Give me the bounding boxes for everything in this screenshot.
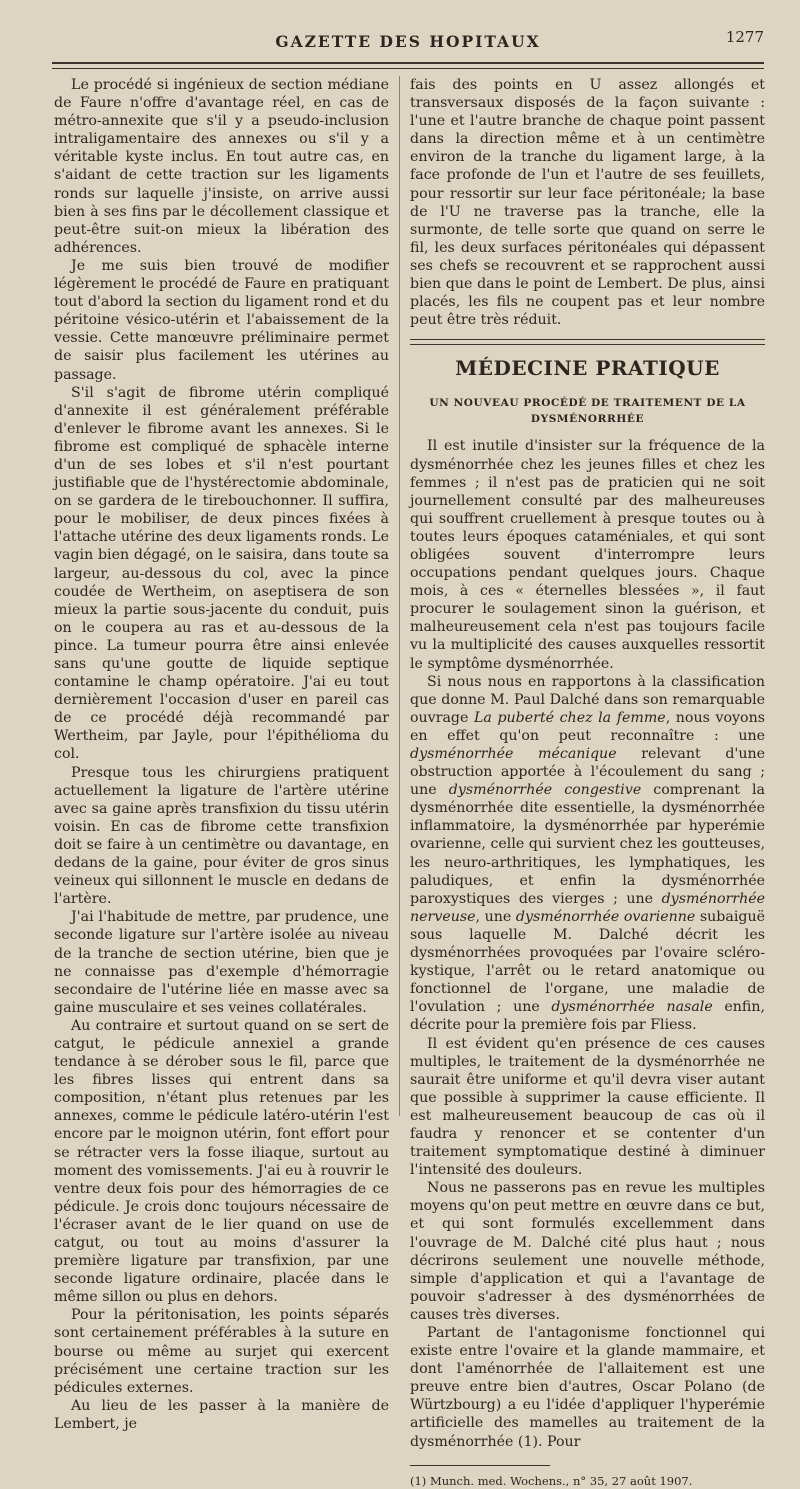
term: dysménorrhée ovarienne [515,908,696,925]
paragraph: S'il s'agit de fibrome utérin compliqué d'annexite il est généralement préférable d'enlever le fibrome avant les annexes. Si le fibrome est compliqué de sphacèle interne d'un de ses lobes et s'il n'est pourtant justifiable que de l'hystérectomie abdominale, on se gardera de le tirebouchonner. Il suffira, pour le mobiliser, de deux pinces fixées à l'attache utérine des deux ligaments ronds. Le vagin bien dégagé, on le saisira, dans toute sa largeur, au-dessous du col, avec la pince coudée de Wertheim, on aseptisera de son mieux la partie sous-jacente du conduit, puis on le coupera au ras et au-dessous de la pince. La tumeur pourra être ainsi enlevée sans qu'une goutte de liquide septique contamine le champ opératoire. J'ai eu tout dernièrement l'occasion d'user en pareil cas de ce procédé déjà recommandé par Wertheim, par Jayle, pour l'épithélioma du col. [54,384,389,763]
text-run: , nous voyons en effet qu'on peut reconnaître : une [410,709,765,744]
text-run: Si nous nous en rapportons à la classification que donne M. Paul Dalché dans son remarquable ouvrage [410,673,765,726]
paragraph: Il est évident qu'en présence de ces causes multiples, le traitement de la dysménorrhée ne saurait être uniforme et qu'il devra viser autant que possible à supprimer la cause efficiente. Il est malheureusement beaucoup de cas où il faudra y renoncer et se contenter d'un traitement symptomatique destiné à diminuer l'intensité des douleurs. [410,1035,765,1179]
paragraph: Il est inutile d'insister sur la fréquence de la dysménorrhée chez les jeunes filles et chez les femmes ; il n'est pas de praticien qui ne soit journellement consulté par des malheureuses qui souffrent cruellement à presque toutes ou à toutes leurs époques cataméniales, et qui sont obligées souvent d'interrompre leurs occupations pendant quelques jours. Chaque mois, à ces « éternelles blessées », il faut procurer le soulagement sinon la guérison, et malheureusement cela n'est pas toujours facile vu la multiplicité des causes auxquelles ressortit le symptôme dysménorrhée. [410,438,765,672]
left-column [54,76,389,1433]
text-run: subaiguë sous laquelle M. Dalché décrit les dysménorrhées provoquées par l'ovaire scléro-kystique, l'arrêt ou le retard anatomique ou fonctionnel de l'organe, une maladie de l'ovulation ; une [410,908,765,1016]
text-run: , une [475,908,516,925]
paragraph: Au lieu de les passer à la manière de Lembert, je [54,1397,389,1432]
journal-title: GAZETTE DES HOPITAUX [275,32,541,51]
page-header [52,24,764,64]
text-run: relevant d'une obstruction apportée à l'écoulement du sang ; une [410,746,765,799]
text-run: enfin, décrite pour la première fois par Fliess. [410,999,765,1034]
paragraph: Presque tous les chirurgiens pratiquent actuellement la ligature de l'artère utérine avec sa gaine après transfixion du tissu utérin voisin. En cas de fibrome cette transfixion doit se faire à un centimètre ou davantage, en dedans de la gaine, pour éviter de gros sinus veineux qui sillonnent le muscle en dedans de l'artère. [54,764,389,908]
paragraph-continued: fais des points en U assez allongés et transversaux disposés de la façon suivante : l'une et l'autre branche de chaque point passent dans la direction même et à un centimètre environ de la tranche du ligament large, à la face profonde de l'un et l'autre de ses feuillets, pour ressortir sur leur face péritonéale; la base de l'U ne traverse pas la tranche, elle la surmonte, de telle sorte que quand on serre le fil, les deux surfaces péritonéales qui dépassent ses chefs se recouvrent et se rapprochent aussi bien que dans le point de Lembert. De plus, ainsi placés, les fils ne coupent pas et leur nombre peut être très réduit. [410,77,765,329]
column-divider [399,76,400,1116]
paragraph: Partant de l'antagonisme fonctionnel qui existe entre l'ovaire et la glande mammaire, et dont l'aménorrhée de l'allaitement est une preuve entre bien d'autres, Oscar Polano (de Würtzbourg) a eu l'idée d'appliquer l'hyperémie artificielle des mamelles au traitement de la dysménorrhée (1). Pour [410,1325,765,1450]
term: dysménorrhée nasale [551,999,713,1016]
footnote: (1) Munch. med. Wochens., n° 35, 27 août 1907. [410,1473,693,1488]
right-column [410,76,765,1489]
paragraph [410,673,765,1035]
page-number: 1277 [725,28,764,46]
paragraph: Au contraire et surtout quand on se sert de catgut, le pédicule annexiel a grande tendance à se dérober sous le fil, parce que les fibres lisses qui entrent dans sa composition, n'étant plus retenues par les annexes, comme le pédicule latéro-utérin l'est encore par le moignon utérin, font effort pour se rétracter vers la fosse iliaque, surtout au moment des vomissements. J'ai eu à rouvrir le ventre deux fois pour des hémorragies de ce pédicule. Je crois donc toujours nécessaire de l'écraser avant de le lier quand on use de catgut, ou tout au moins d'assurer la première ligature par transfixion, par une seconde ligature ordinaire, placée dans le même sillon ou plus en dehors. [54,1017,389,1306]
term: dysménorrhée congestive [448,782,642,799]
section-rule [410,339,765,345]
paragraph: Je me suis bien trouvé de modifier légèrement le procédé de Faure en pratiquant tout d'abord la section du ligament rond et du péritoine vésico-utérin et l'abaissement de la vessie. Cette manœuvre préliminaire permet de saisir plus facilement les utérines au passage. [54,257,389,383]
book-title: La puberté chez la femme [474,709,666,726]
footnote-rule [410,1465,550,1466]
paragraph: Nous ne passerons pas en revue les multiples moyens qu'on peut mettre en œuvre dans ce but, et qui sont formulés excellemment dans l'ouvrage de M. Dalché cité plus haut ; nous décrirons seulement une nouvelle méthode, simple d'application et qui a l'avantage de pouvoir s'adresser à des dysménorrhées de causes très diverses. [410,1180,765,1323]
article-title: UN NOUVEAU PROCÉDÉ DE TRAITEMENT DE LA DYSMÉNORRHÉE [429,397,746,426]
text-run: comprenant la dysménorrhée dite essentielle, la dysménorrhée inflammatoire, la dysménorrhée par hyperémie ovarienne, celle qui survient chez les goutteuses, les neuro-arthritiques, les lymphatiques, les paludiques, et enfin la dysménorrhée paroxystiques des vierges ; une [410,782,765,907]
paragraph: Le procédé si ingénieux de section médiane de Faure n'offre d'avantage réel, en cas de métro-annexite que s'il y a pseudo-inclusion intraligamentaire des annexes ou s'il y a véritable kyste inclus. En tout autre cas, en s'aidant de cette traction sur les ligaments ronds sur laquelle j'insiste, on arrive aussi bien à ses fins par le décollement classique et peut-être suit-on mieux la libération des adhérences. [54,77,389,256]
paragraph: Pour la péritonisation, les points séparés sont certainement préférables à la suture en bourse ou même au surjet qui exercent précisément une certaine traction sur les pédicules externes. [54,1307,389,1396]
paragraph: J'ai l'habitude de mettre, par prudence, une seconde ligature sur l'artère isolée au niveau de la tranche de section utérine, bien que je ne connaisse pas d'exemple d'hémorragie secondaire de l'utérine liée en masse avec sa gaine musculaire et ses veines collatérales. [54,909,389,1016]
header-rule [52,62,764,69]
section-title: MÉDECINE PRATIQUE [455,356,720,381]
term: dysménorrhée mécanique [410,746,617,762]
term: dysménorrhée nerveuse [410,890,765,925]
